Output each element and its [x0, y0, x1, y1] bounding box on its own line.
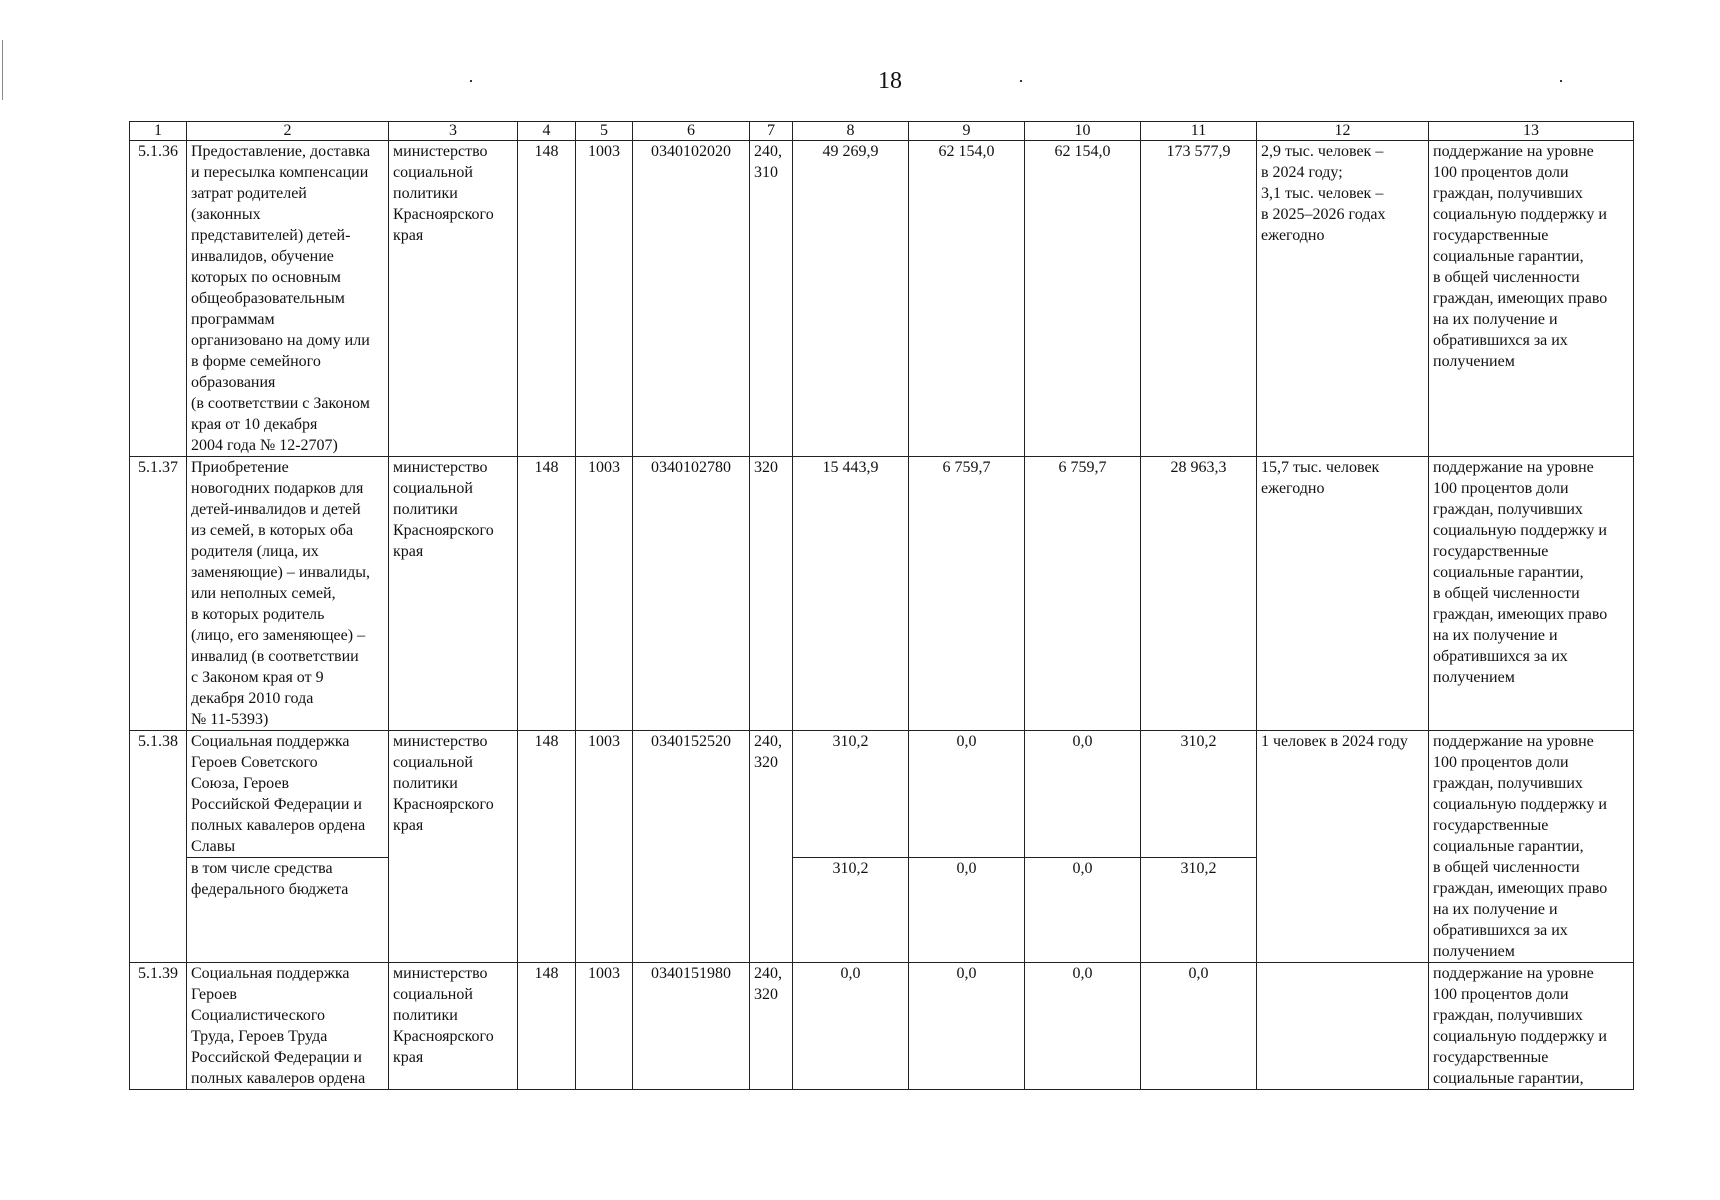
header-cell: 4: [518, 122, 576, 141]
subrow-c10: 0,0: [1025, 858, 1141, 963]
table-row: [130, 457, 1634, 731]
row-c4: 148: [518, 963, 576, 1090]
row-c9: 0,0: [909, 963, 1025, 1090]
row-c5: 1003: [576, 457, 633, 731]
header-cell: 7: [750, 122, 793, 141]
header-cell: 1: [130, 122, 187, 141]
header-cell: 2: [187, 122, 389, 141]
row-c12: [1257, 963, 1429, 1090]
row-c11: 0,0: [1141, 963, 1257, 1090]
row-c8: 310,2: [793, 731, 909, 858]
row-c13: поддержание на уровне 100 процентов доли граждан, получивших социальную поддержку и государственные социальные гарантии,: [1429, 963, 1634, 1090]
row-c10: 6 759,7: [1025, 457, 1141, 731]
row-c10: 0,0: [1025, 963, 1141, 1090]
row-c8: 49 269,9: [793, 141, 909, 457]
page-number: 18: [878, 68, 902, 94]
table-row: [130, 963, 1634, 1090]
header-cell: 8: [793, 122, 909, 141]
row-executor: министерство социальной политики Красноярского края: [389, 457, 518, 731]
row-name: Приобретение новогодних подарков для детей-инвалидов и детей из семей, в которых оба родителя (лица, их заменяющие) – инвалиды, или неполных семей, в которых родитель (лицо, его заменяющее) – инвалид (в соответствии с Законом края от 9 декабря 2010 года № 11-5393): [187, 457, 389, 731]
row-executor: министерство социальной политики Красноярского края: [389, 731, 518, 963]
row-c11: 310,2: [1141, 731, 1257, 858]
scan-dot: ·: [468, 71, 474, 91]
row-executor: министерство социальной политики Красноярского края: [389, 963, 518, 1090]
scan-dot: ·: [1018, 71, 1024, 91]
subrow-c11: 310,2: [1141, 858, 1257, 963]
header-cell: 3: [389, 122, 518, 141]
row-c4: 148: [518, 457, 576, 731]
row-c10: 0,0: [1025, 731, 1141, 858]
table-row: [130, 141, 1634, 457]
row-c9: 62 154,0: [909, 141, 1025, 457]
row-c7: 240, 320: [750, 731, 793, 963]
row-c7: 240, 310: [750, 141, 793, 457]
row-c6: 0340152520: [633, 731, 750, 963]
row-number: 5.1.38: [130, 731, 187, 963]
header-cell: 9: [909, 122, 1025, 141]
row-number: 5.1.36: [130, 141, 187, 457]
row-c13: поддержание на уровне 100 процентов доли граждан, получивших социальную поддержку и государственные социальные гарантии, в общей численности граждан, имеющих право на их получение и обратившихся за их получением: [1429, 141, 1634, 457]
subrow-name: в том числе средства федерального бюджета: [187, 858, 389, 963]
row-c11: 28 963,3: [1141, 457, 1257, 731]
row-c13: поддержание на уровне 100 процентов доли граждан, получивших социальную поддержку и государственные социальные гарантии, в общей численности граждан, имеющих право на их получение и обратившихся за их получением: [1429, 457, 1634, 731]
header-cell: 5: [576, 122, 633, 141]
header-row: [130, 122, 1634, 141]
row-c9: 6 759,7: [909, 457, 1025, 731]
row-c4: 148: [518, 731, 576, 963]
row-c8: 15 443,9: [793, 457, 909, 731]
row-c5: 1003: [576, 963, 633, 1090]
subrow-c9: 0,0: [909, 858, 1025, 963]
row-c7: 240, 320: [750, 963, 793, 1090]
row-c6: 0340151980: [633, 963, 750, 1090]
row-c10: 62 154,0: [1025, 141, 1141, 457]
program-table: [129, 121, 1634, 1090]
row-c5: 1003: [576, 141, 633, 457]
row-name: Социальная поддержка Героев Социалистического Труда, Героев Труда Российской Федерации и полных кавалеров ордена: [187, 963, 389, 1090]
row-c7: 320: [750, 457, 793, 731]
scan-dot: ·: [1558, 71, 1564, 91]
row-name: Предоставление, доставка и пересылка компенсации затрат родителей (законных представителей) детей- инвалидов, обучение которых по основным общеобразовательным программам организовано на дому или в форме семейного образования (в соответствии с Законом края от 10 декабря 2004 года № 12-2707): [187, 141, 389, 457]
row-name: Социальная поддержка Героев Советского Союза, Героев Российской Федерации и полных кавалеров ордена Славы: [187, 731, 389, 858]
table-row: [130, 731, 1634, 858]
subrow-c8: 310,2: [793, 858, 909, 963]
header-cell: 6: [633, 122, 750, 141]
row-c6: 0340102780: [633, 457, 750, 731]
row-c6: 0340102020: [633, 141, 750, 457]
row-executor: министерство социальной политики Красноярского края: [389, 141, 518, 457]
row-c11: 173 577,9: [1141, 141, 1257, 457]
row-c5: 1003: [576, 731, 633, 963]
row-c8: 0,0: [793, 963, 909, 1090]
row-c13: поддержание на уровне 100 процентов доли граждан, получивших социальную поддержку и государственные социальные гарантии, в общей численности граждан, имеющих право на их получение и обратившихся за их получением: [1429, 731, 1634, 963]
header-cell: 12: [1257, 122, 1429, 141]
row-c12: 2,9 тыс. человек – в 2024 году; 3,1 тыс. человек – в 2025–2026 годах ежегодно: [1257, 141, 1429, 457]
row-c9: 0,0: [909, 731, 1025, 858]
row-number: 5.1.39: [130, 963, 187, 1090]
row-c12: 1 человек в 2024 году: [1257, 731, 1429, 963]
row-c4: 148: [518, 141, 576, 457]
row-number: 5.1.37: [130, 457, 187, 731]
header-cell: 10: [1025, 122, 1141, 141]
header-cell: 11: [1141, 122, 1257, 141]
header-cell: 13: [1429, 122, 1634, 141]
row-c12: 15,7 тыс. человек ежегодно: [1257, 457, 1429, 731]
